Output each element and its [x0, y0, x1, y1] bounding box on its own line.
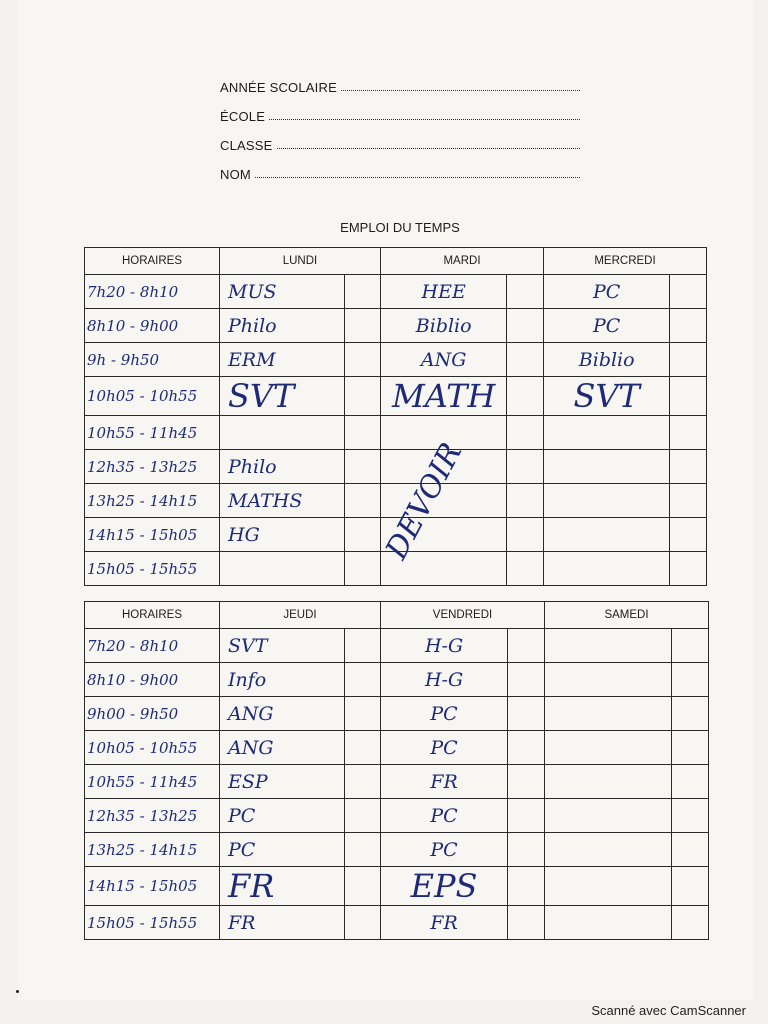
subject-subcolumn [670, 343, 706, 376]
header-mercredi: MERCREDI [544, 248, 707, 275]
subject-cell-inner [381, 906, 544, 939]
subject-cell-inner [381, 309, 543, 342]
header-samedi: SAMEDI [545, 602, 709, 629]
subject-cell [544, 552, 707, 586]
subject-subcolumn [345, 309, 380, 342]
subject-subcolumn [345, 484, 380, 517]
subject-text: FR [381, 765, 508, 798]
subject-text: PC [381, 833, 508, 866]
table-row [85, 309, 707, 343]
subject-text: PC [544, 309, 670, 342]
table-header-row [85, 248, 707, 275]
subject-cell [220, 450, 381, 484]
table-row [85, 275, 707, 309]
field-nom [220, 153, 580, 182]
subject-text [545, 731, 672, 764]
subject-cell-inner [220, 663, 380, 696]
table-row [85, 765, 709, 799]
subject-subcolumn [345, 731, 380, 764]
subject-cell-inner [545, 765, 708, 798]
field-line [255, 177, 580, 178]
subject-text: ANG [381, 343, 507, 376]
subject-cell-inner [220, 906, 380, 939]
field-label: ÉCOLE [220, 109, 266, 124]
subject-subcolumn [507, 309, 543, 342]
time-slot: 10h05 - 10h55 [85, 377, 220, 416]
subject-cell-inner [544, 518, 706, 551]
subject-cell [220, 518, 381, 552]
table-row [85, 450, 707, 484]
subject-cell [381, 765, 545, 799]
subject-cell-inner [544, 450, 706, 483]
subject-subcolumn [672, 833, 708, 866]
subject-cell-inner [220, 309, 380, 342]
subject-text: ESP [220, 765, 345, 798]
subject-cell-inner [545, 906, 708, 939]
field-classe [220, 124, 580, 153]
subject-cell [545, 765, 709, 799]
subject-text: FR [381, 906, 508, 939]
subject-cell-inner [220, 552, 380, 585]
subject-text: PC [220, 833, 345, 866]
subject-subcolumn [670, 552, 706, 585]
time-slot: 9h00 - 9h50 [85, 697, 220, 731]
field-label: CLASSE [220, 138, 273, 153]
subject-subcolumn [345, 343, 380, 376]
time-slot: 7h20 - 8h10 [85, 629, 220, 663]
subject-cell-inner [220, 377, 380, 415]
subject-subcolumn [507, 518, 543, 551]
table-row [85, 833, 709, 867]
subject-cell [220, 799, 381, 833]
scanner-footer: Scanné avec CamScanner [591, 1003, 746, 1018]
subject-cell-inner [545, 799, 708, 832]
subject-cell [545, 867, 709, 906]
subject-cell-inner [220, 833, 380, 866]
subject-subcolumn [345, 906, 380, 939]
subject-text [220, 552, 345, 585]
subject-subcolumn [508, 833, 544, 866]
subject-subcolumn [670, 484, 706, 517]
subject-cell-inner [544, 309, 706, 342]
time-slot: 10h55 - 11h45 [85, 416, 220, 450]
subject-cell-inner [381, 377, 543, 415]
table-row [85, 377, 707, 416]
subject-text: Philo [220, 309, 345, 342]
subject-cell-inner [544, 377, 706, 415]
table-row [85, 731, 709, 765]
subject-cell-inner [220, 629, 380, 662]
table-row [85, 343, 707, 377]
subject-cell-inner [381, 833, 544, 866]
subject-subcolumn [507, 552, 543, 585]
subject-cell [220, 377, 381, 416]
subject-cell [381, 867, 545, 906]
subject-cell-inner [544, 484, 706, 517]
subject-cell [544, 484, 707, 518]
subject-subcolumn [670, 275, 706, 308]
subject-subcolumn [345, 833, 380, 866]
subject-cell-inner [544, 416, 706, 449]
subject-cell-inner [545, 697, 708, 730]
subject-cell [220, 416, 381, 450]
field-annee-scolaire [220, 66, 580, 95]
subject-cell-inner [220, 416, 380, 449]
subject-cell-inner [544, 275, 706, 308]
subject-cell [220, 697, 381, 731]
subject-text: Info [220, 663, 345, 696]
field-line [277, 148, 580, 149]
subject-cell-inner [381, 867, 544, 905]
subject-subcolumn [670, 377, 706, 415]
table-row [85, 906, 709, 940]
subject-cell [381, 416, 544, 450]
subject-subcolumn [672, 867, 708, 905]
subject-subcolumn [672, 906, 708, 939]
time-slot: 14h15 - 15h05 [85, 518, 220, 552]
subject-subcolumn [507, 450, 543, 483]
subject-cell [220, 309, 381, 343]
subject-cell [220, 275, 381, 309]
time-slot: 14h15 - 15h05 [85, 867, 220, 906]
subject-subcolumn [508, 629, 544, 662]
subject-cell [381, 906, 545, 940]
subject-text: SVT [220, 377, 345, 415]
subject-cell [545, 731, 709, 765]
subject-text [545, 867, 672, 905]
subject-text [544, 450, 670, 483]
subject-cell [220, 552, 381, 586]
subject-subcolumn [508, 697, 544, 730]
subject-text [544, 518, 670, 551]
subject-cell-inner [381, 416, 543, 449]
subject-subcolumn [345, 518, 380, 551]
subject-cell [381, 629, 545, 663]
subject-cell [545, 906, 709, 940]
subject-subcolumn [507, 275, 543, 308]
subject-cell-inner [220, 450, 380, 483]
subject-cell-inner [220, 484, 380, 517]
subject-subcolumn [508, 731, 544, 764]
subject-cell [220, 484, 381, 518]
subject-cell-inner [545, 833, 708, 866]
subject-cell [220, 343, 381, 377]
subject-subcolumn [672, 663, 708, 696]
subject-text: Biblio [381, 309, 507, 342]
subject-text: ANG [220, 731, 345, 764]
time-slot: 8h10 - 9h00 [85, 663, 220, 697]
subject-text: MATHS [220, 484, 345, 517]
subject-cell [545, 663, 709, 697]
subject-text: SVT [220, 629, 345, 662]
subject-subcolumn [345, 552, 380, 585]
header-lundi: LUNDI [220, 248, 381, 275]
subject-text [544, 416, 670, 449]
subject-cell-inner [381, 799, 544, 832]
table-row [85, 663, 709, 697]
subject-text [544, 484, 670, 517]
subject-subcolumn [345, 275, 380, 308]
subject-text [545, 765, 672, 798]
subject-subcolumn [670, 518, 706, 551]
scan-speck [16, 990, 19, 993]
field-label: NOM [220, 167, 251, 182]
subject-text: PC [544, 275, 670, 308]
subject-text [545, 697, 672, 730]
table-row [85, 867, 709, 906]
time-slot: 13h25 - 14h15 [85, 833, 220, 867]
subject-cell [381, 377, 544, 416]
subject-cell [381, 731, 545, 765]
field-ecole [220, 95, 580, 124]
time-slot: 12h35 - 13h25 [85, 450, 220, 484]
subject-subcolumn [672, 799, 708, 832]
subject-cell-inner [381, 343, 543, 376]
subject-text: Biblio [544, 343, 670, 376]
subject-text: Philo [220, 450, 345, 483]
subject-text: PC [381, 799, 508, 832]
subject-text: H-G [381, 629, 508, 662]
table-row [85, 629, 709, 663]
subject-text [545, 663, 672, 696]
table-row [85, 484, 707, 518]
time-slot: 10h05 - 10h55 [85, 731, 220, 765]
subject-cell [381, 309, 544, 343]
subject-cell [544, 518, 707, 552]
header-mardi: MARDI [381, 248, 544, 275]
time-slot: 12h35 - 13h25 [85, 799, 220, 833]
subject-text: FR [220, 906, 345, 939]
page-title: EMPLOI DU TEMPS [340, 220, 460, 235]
subject-cell-inner [381, 275, 543, 308]
subject-text [220, 416, 345, 449]
subject-cell-inner [545, 867, 708, 905]
subject-subcolumn [345, 867, 380, 905]
header-horaires: HORAIRES [85, 602, 220, 629]
time-slot: 7h20 - 8h10 [85, 275, 220, 309]
subject-cell [544, 416, 707, 450]
subject-subcolumn [345, 663, 380, 696]
subject-text: PC [381, 697, 508, 730]
subject-text: MUS [220, 275, 345, 308]
schedule-table-week-end [84, 601, 709, 940]
time-slot: 8h10 - 9h00 [85, 309, 220, 343]
subject-subcolumn [672, 765, 708, 798]
subject-subcolumn [345, 416, 380, 449]
subject-cell-inner [381, 629, 544, 662]
subject-cell-inner [220, 697, 380, 730]
time-slot: 9h - 9h50 [85, 343, 220, 377]
table-row [85, 799, 709, 833]
subject-cell [381, 663, 545, 697]
subject-text [545, 833, 672, 866]
subject-subcolumn [508, 867, 544, 905]
subject-cell [544, 450, 707, 484]
field-line [341, 90, 580, 91]
subject-cell [220, 906, 381, 940]
header-vendredi: VENDREDI [381, 602, 545, 629]
subject-cell-inner [220, 518, 380, 551]
subject-subcolumn [508, 799, 544, 832]
subject-subcolumn [670, 309, 706, 342]
subject-cell [545, 833, 709, 867]
subject-subcolumn [672, 629, 708, 662]
subject-subcolumn [345, 629, 380, 662]
subject-subcolumn [508, 663, 544, 696]
subject-subcolumn [670, 416, 706, 449]
subject-cell [220, 629, 381, 663]
header-fields [220, 66, 580, 182]
subject-cell-inner [220, 799, 380, 832]
subject-subcolumn [345, 799, 380, 832]
subject-cell-inner [544, 343, 706, 376]
subject-cell-inner [381, 697, 544, 730]
subject-cell [544, 309, 707, 343]
subject-subcolumn [672, 731, 708, 764]
subject-text: ANG [220, 697, 345, 730]
subject-cell [544, 275, 707, 309]
subject-text: MATH [381, 377, 507, 415]
subject-subcolumn [507, 377, 543, 415]
subject-subcolumn [345, 450, 380, 483]
subject-cell-inner [220, 275, 380, 308]
subject-cell-inner [220, 343, 380, 376]
subject-text [545, 629, 672, 662]
subject-cell-inner [544, 552, 706, 585]
subject-cell [220, 765, 381, 799]
subject-text: FR [220, 867, 345, 905]
table-header-row [85, 602, 709, 629]
header-horaires: HORAIRES [85, 248, 220, 275]
subject-cell [220, 663, 381, 697]
subject-subcolumn [345, 765, 380, 798]
subject-subcolumn [507, 343, 543, 376]
field-line [269, 119, 580, 120]
subject-cell [381, 833, 545, 867]
subject-text: H-G [381, 663, 508, 696]
subject-subcolumn [508, 765, 544, 798]
subject-cell-inner [381, 765, 544, 798]
subject-text [545, 906, 672, 939]
subject-cell-inner [545, 731, 708, 764]
subject-text: HG [220, 518, 345, 551]
field-label: ANNÉE SCOLAIRE [220, 80, 337, 95]
subject-subcolumn [345, 377, 380, 415]
subject-cell [545, 799, 709, 833]
subject-text: SVT [544, 377, 670, 415]
time-slot: 15h05 - 15h55 [85, 906, 220, 940]
subject-cell [381, 343, 544, 377]
devoir-vertical-note: DEVOIR [379, 437, 470, 565]
subject-cell [545, 629, 709, 663]
subject-cell [381, 697, 545, 731]
subject-cell-inner [220, 765, 380, 798]
header-jeudi: JEUDI [220, 602, 381, 629]
subject-text [545, 799, 672, 832]
table-row [85, 697, 709, 731]
subject-text: ERM [220, 343, 345, 376]
subject-cell [545, 697, 709, 731]
time-slot: 15h05 - 15h55 [85, 552, 220, 586]
subject-subcolumn [672, 697, 708, 730]
subject-cell-inner [220, 867, 380, 905]
subject-text: PC [220, 799, 345, 832]
subject-text: EPS [381, 867, 508, 905]
subject-cell [381, 799, 545, 833]
subject-cell-inner [381, 731, 544, 764]
time-slot: 13h25 - 14h15 [85, 484, 220, 518]
subject-subcolumn [507, 484, 543, 517]
subject-cell-inner [220, 731, 380, 764]
subject-text: HEE [381, 275, 507, 308]
subject-subcolumn [507, 416, 543, 449]
subject-cell [220, 731, 381, 765]
table-row [85, 416, 707, 450]
subject-cell-inner [381, 663, 544, 696]
subject-cell-inner [545, 629, 708, 662]
subject-subcolumn [508, 906, 544, 939]
subject-cell-inner [545, 663, 708, 696]
subject-cell [381, 275, 544, 309]
subject-text [544, 552, 670, 585]
time-slot: 10h55 - 11h45 [85, 765, 220, 799]
subject-subcolumn [670, 450, 706, 483]
subject-subcolumn [345, 697, 380, 730]
subject-cell [220, 833, 381, 867]
subject-cell [544, 343, 707, 377]
subject-cell [544, 377, 707, 416]
subject-cell [220, 867, 381, 906]
subject-text: PC [381, 731, 508, 764]
